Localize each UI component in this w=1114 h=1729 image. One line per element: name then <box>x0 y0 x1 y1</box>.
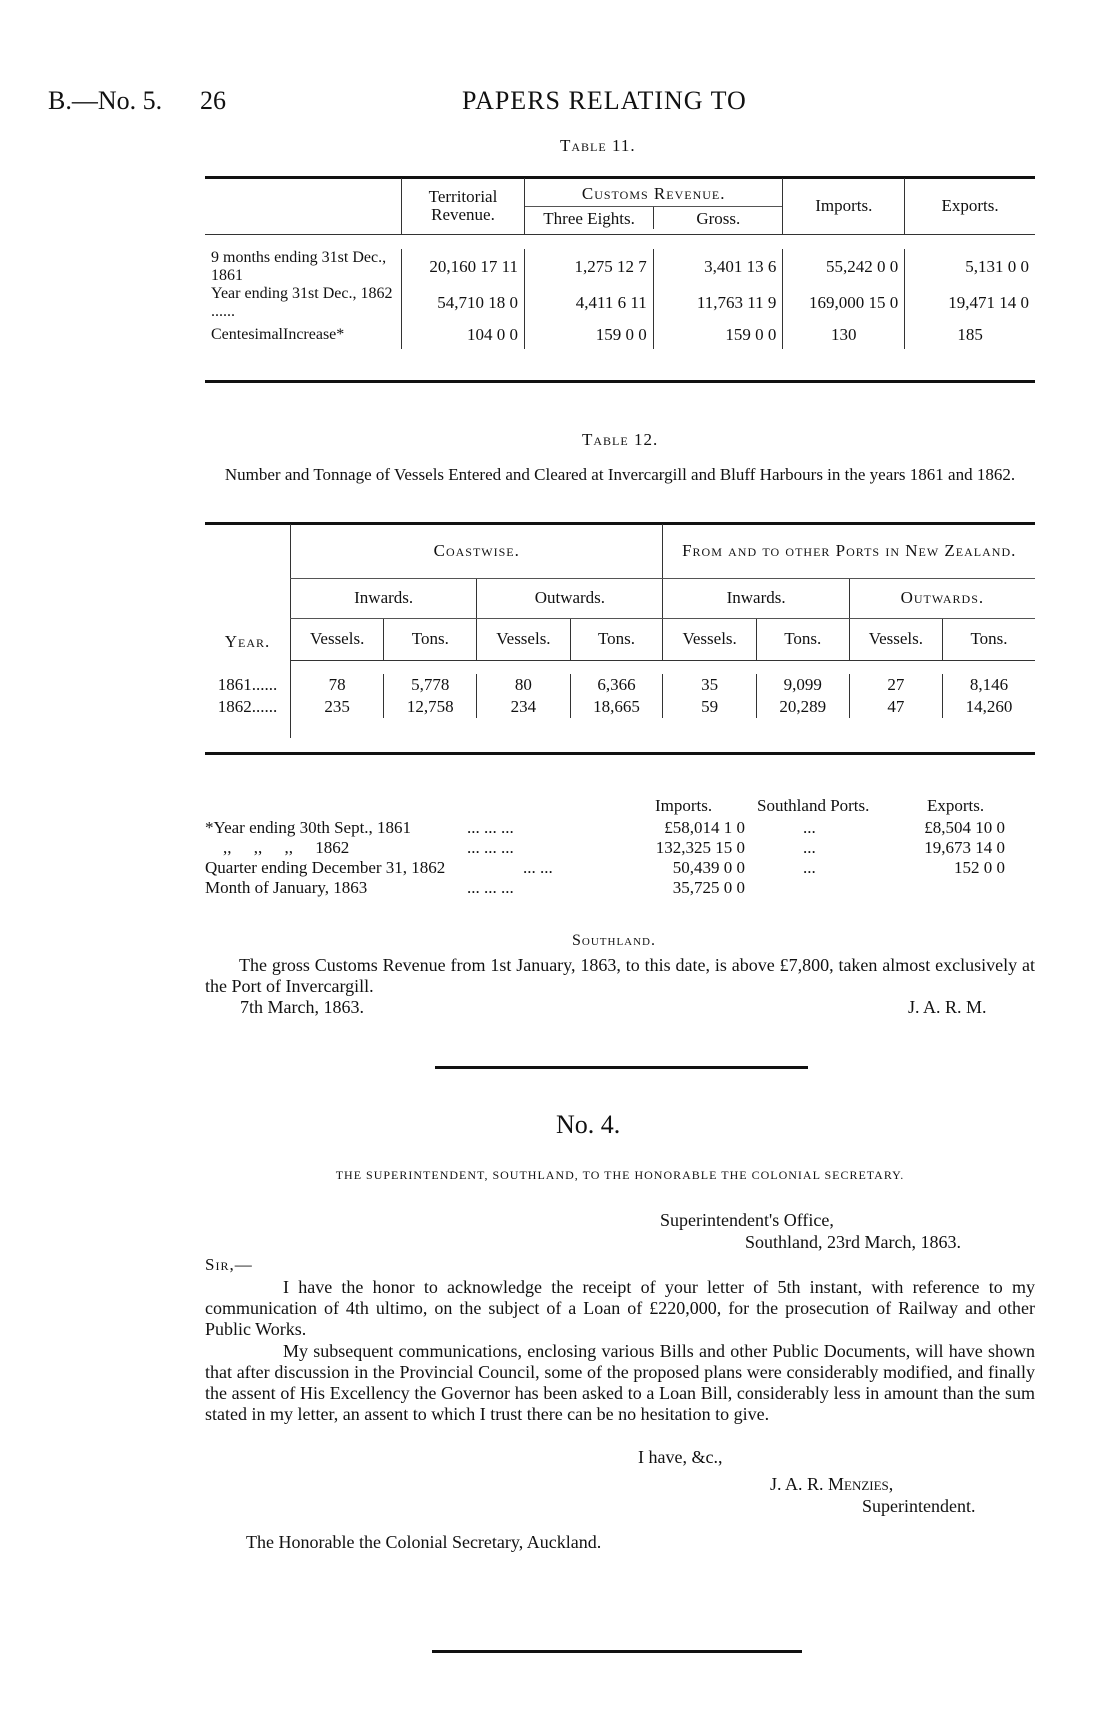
three-eighths-cell: 159 0 0 <box>525 321 654 349</box>
table12-bottom-rule <box>205 752 1035 755</box>
exports-value: 19,673 14 0 <box>924 838 1005 857</box>
imports-cell: 169,000 15 0 <box>783 285 905 321</box>
southland-note-initials: J. A. R. M. <box>908 997 987 1017</box>
other-outwards-header: Outwards. <box>849 578 1035 618</box>
middle-value: ... <box>803 858 816 877</box>
three-eighths-cell: 4,411 6 11 <box>525 285 654 321</box>
vessels-header: Vessels. <box>849 618 942 660</box>
three-eighths-label: Three Eights. <box>543 209 635 229</box>
imports-cell: 55,242 0 0 <box>783 249 905 285</box>
other-ports-header: From and to other Ports in New Zealand. <box>663 524 1035 578</box>
three-eighths-cell: 1,275 12 7 <box>525 249 654 285</box>
southland-ports-column-header: Southland Ports. <box>757 796 870 815</box>
table-row <box>205 249 1035 285</box>
imports-value: 35,725 0 0 <box>672 878 745 897</box>
coastwise-in-vessels-cell: 235 <box>291 696 384 718</box>
year-cell: 1861...... <box>217 675 278 694</box>
table-row <box>205 696 1035 718</box>
exports-cell: 185 <box>905 321 1035 349</box>
table11-bottom-rule <box>205 380 1035 383</box>
coastwise-inwards-header: Inwards. <box>291 578 477 618</box>
footer-divider <box>432 1650 802 1653</box>
list-item <box>205 878 1035 898</box>
coastwise-out-tons-cell: 6,366 <box>570 674 663 696</box>
table11-imports-header: Imports. <box>783 178 905 234</box>
other-out-vessels-cell: 27 <box>849 674 942 696</box>
list-item <box>205 838 1035 858</box>
dot-leaders: ... ... ... <box>467 878 514 897</box>
row-label: Year ending 31st Dec., 1862 ...... <box>211 284 393 320</box>
tons-header: Tons. <box>570 618 663 660</box>
gross-cell: 159 0 0 <box>653 321 783 349</box>
imports-value: 132,325 15 0 <box>655 838 745 857</box>
list-item <box>205 818 1035 838</box>
imports-value: £58,014 1 0 <box>664 818 745 837</box>
tons-header: Tons. <box>384 618 477 660</box>
exports-column-header: Exports. <box>927 796 985 815</box>
letter-addressee: The Honorable the Colonial Secretary, Auckland. <box>246 1532 602 1552</box>
table12 <box>205 524 1035 738</box>
southland-note-date: 7th March, 1863. <box>240 997 364 1017</box>
territorial-cell: 54,710 18 0 <box>401 285 524 321</box>
customs-revenue-label: Customs Revenue. <box>525 182 782 207</box>
table-row <box>205 285 1035 321</box>
gross-cell: 3,401 13 6 <box>653 249 783 285</box>
middle-value: ... <box>803 818 816 837</box>
coastwise-out-vessels-cell: 234 <box>477 696 570 718</box>
exports-cell: 5,131 0 0 <box>905 249 1035 285</box>
letter-address-line1: Superintendent's Office, <box>660 1210 834 1230</box>
coastwise-header: Coastwise. <box>291 524 663 578</box>
other-out-tons-cell: 14,260 <box>943 696 1035 718</box>
table12-caption: Table 12. <box>582 430 659 449</box>
table-row <box>205 674 1035 696</box>
imports-value: 50,439 0 0 <box>672 858 745 877</box>
letter-paragraph-1: I have the honor to acknowledge the receipt of your letter of 5th instant, with reference to my communication of 4th ultimo, on the subject of a Loan of £220,000, for the prosecution of Railway and other Public Works. <box>205 1277 1035 1339</box>
letter-closing: I have, &c., <box>638 1447 723 1467</box>
other-in-tons-cell: 20,289 <box>756 696 849 718</box>
letter-paragraph-2: My subsequent communications, enclosing various Bills and other Public Documents, will have shown that after discussion in the Provincial Council, some of the proposed plans were considerably modified, and finally the assent of His Excellency the Governor has been asked to a Loan Bill, considerably less in amount than the sum stated in my letter, an assent to which I trust there can be no hesitation to give. <box>205 1341 1035 1424</box>
table11-customs-header <box>525 178 783 234</box>
vessels-header: Vessels. <box>477 618 570 660</box>
tons-header: Tons. <box>756 618 849 660</box>
letter-number: No. 4. <box>556 1110 621 1139</box>
coastwise-in-tons-cell: 12,758 <box>384 696 477 718</box>
exports-value: £8,504 10 0 <box>924 818 1005 837</box>
table11-exports-header: Exports. <box>905 178 1035 234</box>
coastwise-out-vessels-cell: 80 <box>477 674 570 696</box>
dot-leaders: ... ... ... <box>467 838 514 857</box>
list-item <box>205 858 1035 878</box>
southland-note-text: The gross Customs Revenue from 1st January, 1863, to this date, is above £7,800, taken almost exclusively at the Port of Invercargill. <box>205 955 1035 996</box>
table11-caption: Table 11. <box>560 136 636 155</box>
section-divider <box>435 1066 808 1069</box>
southland-heading: Southland. <box>572 932 656 949</box>
imports-column-header: Imports. <box>655 796 713 815</box>
year-cell: 1862...... <box>217 697 278 716</box>
row-label: Quarter ending December 31, 1862 <box>205 858 446 877</box>
letter-address-line2: Southland, 23rd March, 1863. <box>745 1232 961 1252</box>
imports-cell: 130 <box>783 321 905 349</box>
other-in-tons-cell: 9,099 <box>756 674 849 696</box>
exports-value: 152 0 0 <box>954 858 1005 877</box>
middle-value: ... <box>803 838 816 857</box>
letter-subject: THE SUPERINTENDENT, SOUTHLAND, TO THE HONORABLE THE COLONIAL SECRETARY. <box>335 1168 905 1182</box>
gross-label: Gross. <box>653 207 782 229</box>
other-in-vessels-cell: 35 <box>663 674 756 696</box>
other-out-vessels-cell: 47 <box>849 696 942 718</box>
coastwise-in-vessels-cell: 78 <box>291 674 384 696</box>
letter-signature: J. A. R. Menzies, <box>770 1474 894 1494</box>
table11 <box>205 178 1035 371</box>
letter-signature-title: Superintendent. <box>862 1496 976 1516</box>
exports-cell: 19,471 14 0 <box>905 285 1035 321</box>
coastwise-in-tons-cell: 5,778 <box>384 674 477 696</box>
other-out-tons-cell: 8,146 <box>943 674 1035 696</box>
other-inwards-header: Inwards. <box>663 578 849 618</box>
gross-cell: 11,763 11 9 <box>653 285 783 321</box>
row-label: CentesimalIncrease* <box>211 325 345 343</box>
table11-territorial-header: Territorial Revenue. <box>401 178 524 234</box>
table11-stub-header <box>205 178 401 234</box>
vessels-header: Vessels. <box>291 618 384 660</box>
dot-leaders: ... ... ... <box>467 818 514 837</box>
table12-description: Number and Tonnage of Vessels Entered and Cleared at Invercargill and Bluff Harbours in the years 1861 and 1862. <box>224 465 1016 484</box>
document-reference: B.—No. 5. <box>48 86 163 115</box>
row-label: ,, ,, ,, 1862 <box>223 838 350 857</box>
row-label: *Year ending 30th Sept., 1861 <box>205 818 412 837</box>
coastwise-out-tons-cell: 18,665 <box>570 696 663 718</box>
other-in-vessels-cell: 59 <box>663 696 756 718</box>
year-header: Year. <box>224 632 271 651</box>
page-title: PAPERS RELATING TO <box>462 86 747 115</box>
row-label: Month of January, 1863 <box>205 878 368 897</box>
territorial-cell: 20,160 17 11 <box>401 249 524 285</box>
letter-salutation: Sir,— <box>205 1255 253 1274</box>
dot-leaders: ... ... <box>523 858 553 877</box>
tons-header: Tons. <box>943 618 1035 660</box>
vessels-header: Vessels. <box>663 618 756 660</box>
territorial-cell: 104 0 0 <box>401 321 524 349</box>
table-row <box>205 321 1035 349</box>
southland-ports-list <box>205 796 1035 898</box>
coastwise-outwards-header: Outwards. <box>477 578 663 618</box>
row-label: 9 months ending 31st Dec., 1861 <box>211 248 387 284</box>
page-number: 26 <box>200 86 226 115</box>
